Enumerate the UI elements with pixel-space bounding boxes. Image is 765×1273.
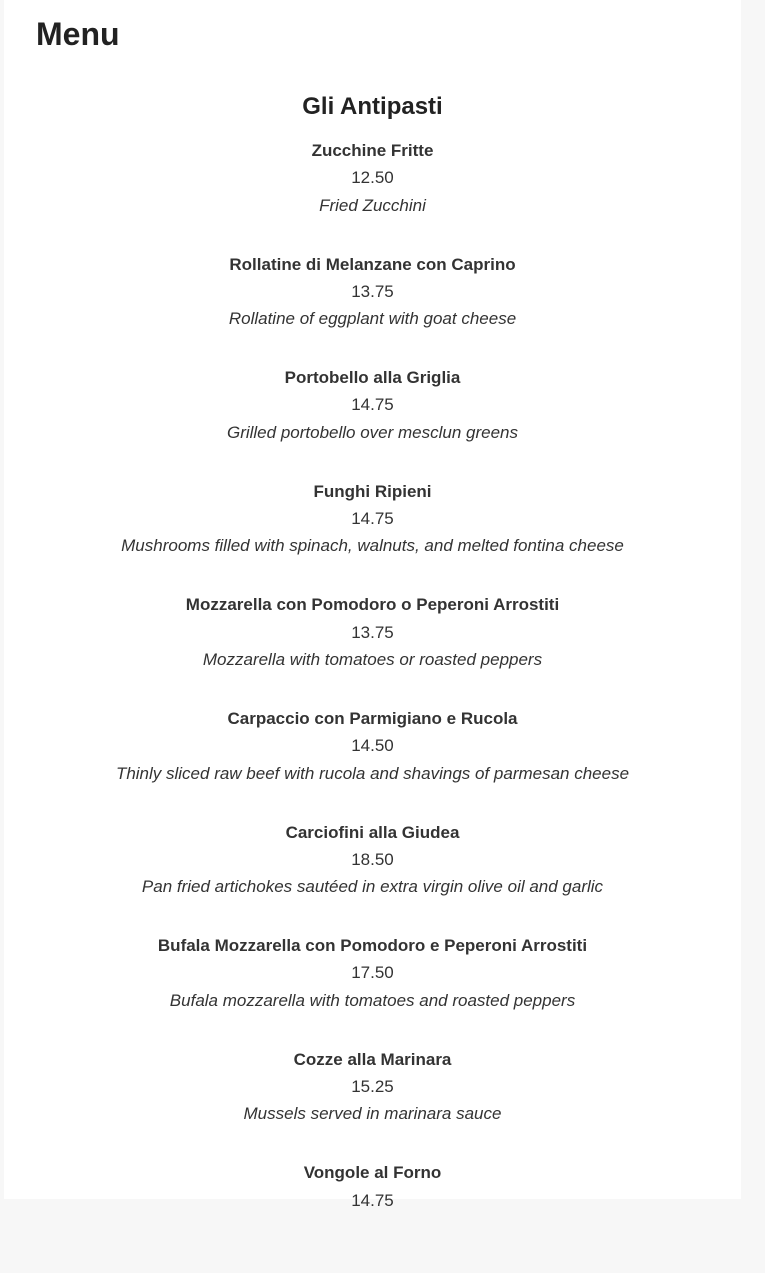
menu-item-price: 13.75 [351,622,394,642]
menu-item-description: Pan fried artichokes sautéed in extra virgin olive oil and garlic [141,877,604,897]
menu-item-description: Thinly sliced raw beef with rucola and shavings of parmesan cheese [115,763,630,783]
menu-item-name: Portobello alla Griglia [284,368,461,388]
menu-item-price: 14.50 [351,736,394,756]
menu-item-price: 14.75 [351,509,394,529]
menu-item-description: Mozzarella with tomatoes or roasted peppers [202,649,543,669]
menu-item-description: Fried Zucchini [319,195,426,215]
menu-item [4,478,741,592]
menu-item [4,819,741,933]
menu-item [4,1046,741,1160]
page-title: Menu [36,16,120,52]
menu-item-list [4,137,741,1273]
menu-item-price: 15.25 [351,1077,394,1097]
menu-item-name: Zucchine Fritte [311,141,434,160]
menu-item-price: 18.50 [351,849,394,869]
menu-item-description: Grilled portobello over mesclun greens [226,422,519,442]
menu-item [4,1159,741,1273]
menu-item-description: Rollatine of eggplant with goat cheese [228,309,517,329]
menu-item-price: 14.75 [351,1190,394,1210]
menu-item-description: Mussels served in marinara sauce [243,1104,502,1124]
menu-item [4,591,741,705]
menu-item [4,364,741,478]
menu-item-description: Bufala mozzarella with tomatoes and roasted peppers [169,990,576,1010]
menu-section [4,89,741,1273]
menu-item-price: 17.50 [351,963,394,983]
menu-item [4,137,741,251]
menu-item-name: Funghi Ripieni [313,481,432,501]
menu-item-name: Rollatine di Melanzane con Caprino [229,254,516,274]
menu-item-name: Vongole al Forno [303,1163,442,1183]
menu-item-description: Mushrooms filled with spinach, walnuts, and melted fontina cheese [121,536,624,556]
menu-item-name: Carciofini alla Giudea [285,822,460,842]
menu-item-price: 12.50 [351,168,394,188]
menu-item-name: Mozzarella con Pomodoro o Peperoni Arrostiti [185,595,560,615]
menu-item-name: Cozze alla Marinara [293,1049,452,1069]
menu-item-name: Carpaccio con Parmigiano e Rucola [227,708,518,728]
menu-item [4,251,741,365]
section-heading: Gli Antipasti [302,93,443,120]
menu-item [4,932,741,1046]
menu-item [4,705,741,819]
menu-item-price: 13.75 [351,281,394,301]
menu-item-price: 14.75 [351,395,394,415]
menu-page [4,0,741,1210]
menu-item-name: Bufala Mozzarella con Pomodoro e Peperoni Arrostiti [157,936,588,956]
